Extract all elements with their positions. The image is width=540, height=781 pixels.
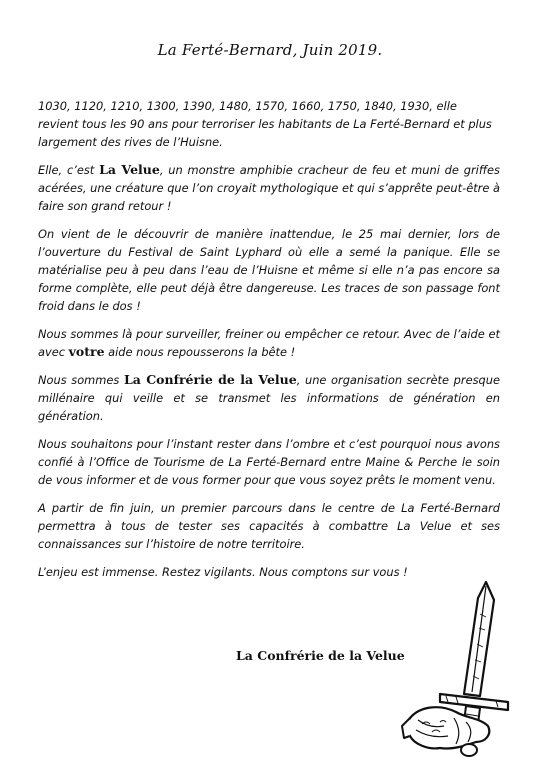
paragraph-monster bbox=[38, 161, 500, 215]
paragraph-monster-rest: , un monstre amphibie cracheur de feu et muni de griffes acérées, une créature que l’on croyait mythologique et qui s’apprête peut-être à faire son grand retour ! bbox=[38, 163, 500, 213]
paragraph-closing: L’enjeu est immense. Restez vigilants. Nous comptons sur vous ! bbox=[38, 565, 408, 579]
signature: La Confrérie de la Velue bbox=[236, 648, 405, 663]
paragraph-parcours: A partir de fin juin, un premier parcours dans le centre de La Ferté-Bernard permettra à tous de tester ses capacités à combattre La Velue et ses connaissances sur l’histoire de notre territoire. bbox=[38, 501, 500, 551]
paragraph-help-rest: aide nous repousserons la bête ! bbox=[104, 345, 296, 359]
confrerie-name: La Confrérie de la Velue bbox=[123, 372, 297, 387]
paragraph-help-intro: Nous sommes là pour surveiller, freiner ou empêcher ce retour. Avec de l’aide et avec bbox=[38, 327, 500, 359]
paragraph-dates: 1030, 1120, 1210, 1300, 1390, 1480, 1570, 1660, 1750, 1840, 1930, elle revient tous les 90 ans pour terroriser les habitants de La Ferté-Bernard et plus largement des rives de l’Huisne. bbox=[38, 99, 492, 149]
paragraph-confrerie bbox=[38, 371, 500, 425]
paragraph-confrerie-intro: Nous sommes bbox=[38, 373, 124, 387]
paragraph-office: Nous souhaitons pour l’instant rester dans l’ombre et c’est pourquoi nous avons confié à l’Office de Tourisme de La Ferté-Bernard entre Maine & Perche le soin de vous informer et de vous former pour que vous soyez prêts le moment venu. bbox=[38, 437, 500, 487]
paragraph-confrerie-rest: , une organisation secrète presque millénaire qui veille et se transmet les informations de génération en génération. bbox=[38, 373, 500, 423]
date-line: La Ferté-Bernard, Juin 2019. bbox=[157, 41, 383, 59]
emphasis-votre: votre bbox=[68, 344, 105, 359]
paragraph-monster-intro: Elle, c’est bbox=[38, 163, 100, 177]
letter-body bbox=[38, 97, 500, 591]
paragraph-help bbox=[38, 325, 500, 361]
paragraph-discovery: On vient de le découvrir de manière inattendue, le 25 mai dernier, lors de l’ouverture du Festival de Saint Lyphard où elle a semé la panique. Elle se matérialise peu à peu dans l’eau de l’Huisne et même si elle n’a pas encore sa forme complète, elle peut déjà être dangereuse. Les traces de son passage font froid dans le dos ! bbox=[38, 227, 500, 313]
monster-name: La Velue bbox=[99, 162, 160, 177]
sword-icon bbox=[400, 578, 530, 778]
